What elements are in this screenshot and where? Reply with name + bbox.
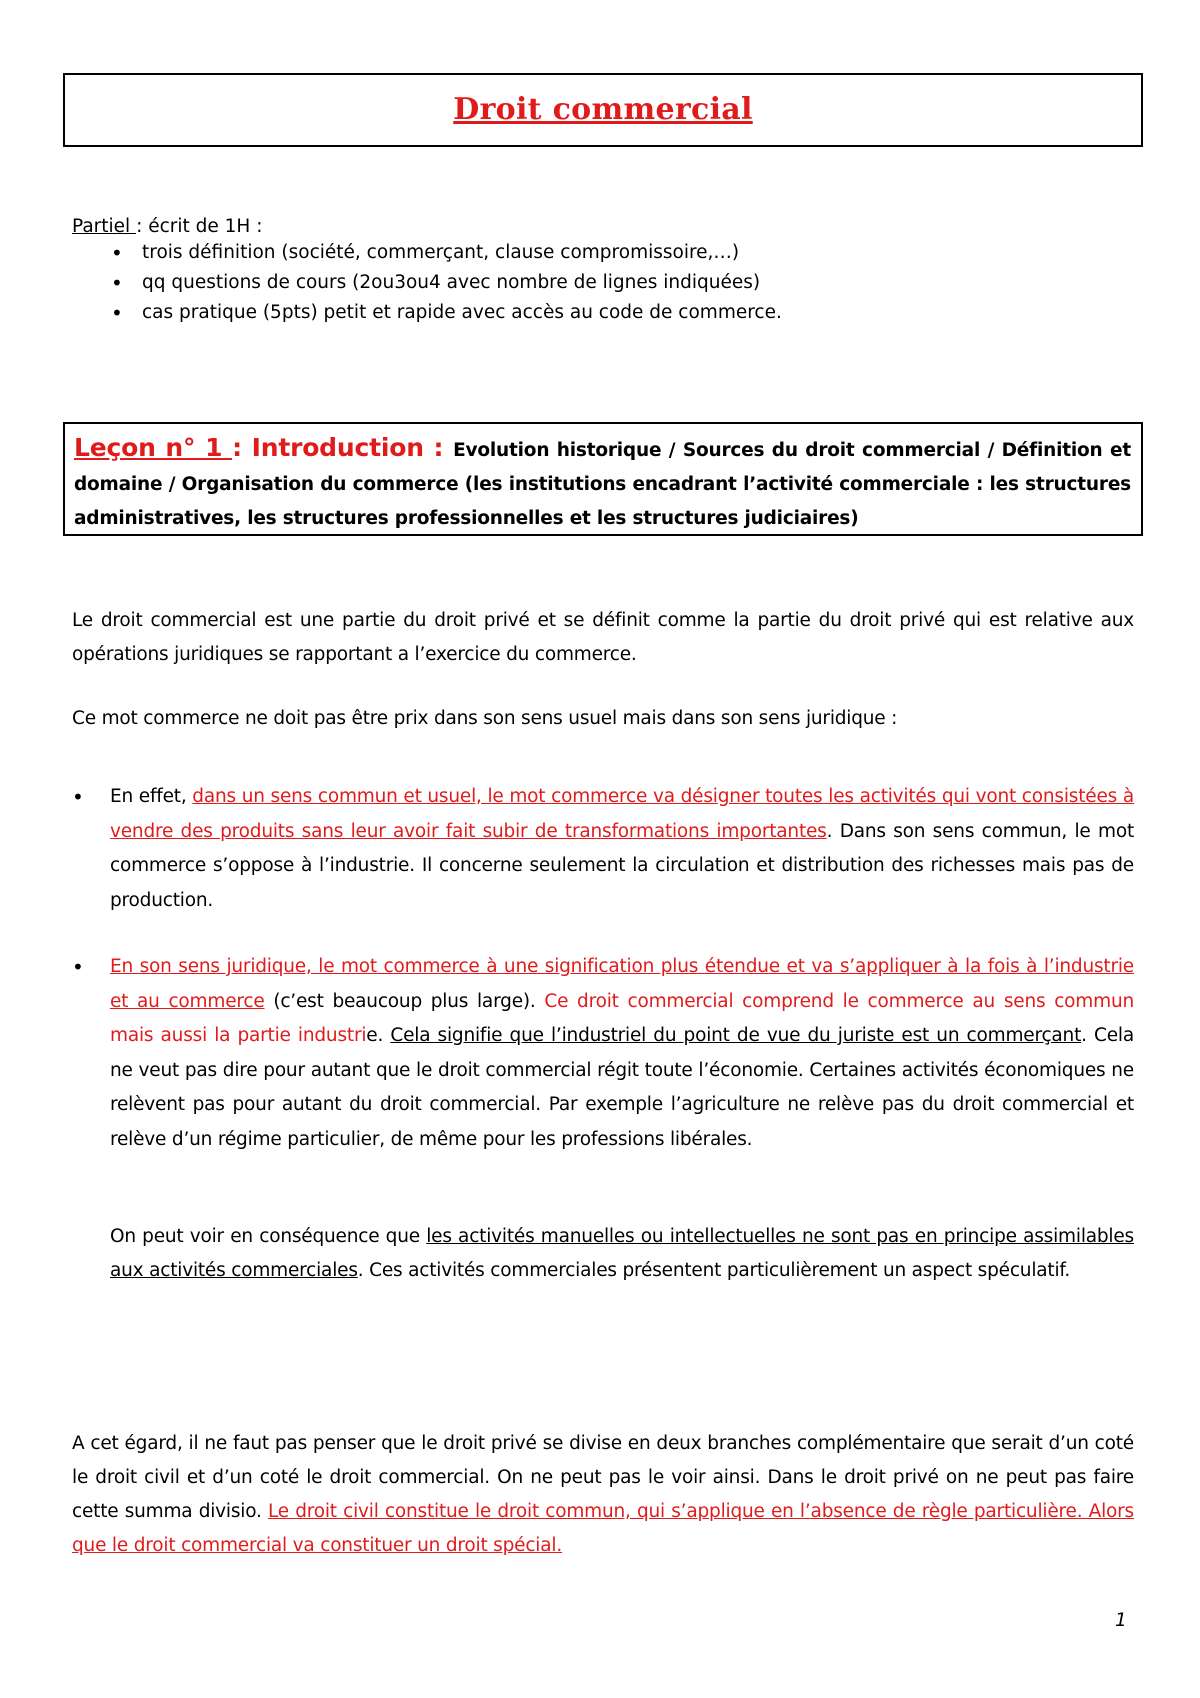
document-title: Droit commercial (453, 92, 753, 127)
consequence-underlined: les activités manuelles ou intellectuelles ne sont pas en principe assimilables aux activités commerciales (110, 1226, 1134, 1281)
final-highlight: Le droit civil constitue le droit commun, qui s’applique en l’absence de règle particulière. Alors que le droit commercial va constituer un droit spécial. (72, 1501, 1134, 1556)
bullet2-red-text: Ce droit commercial comprend le commerce au sens commun mais aussi la partie industri (110, 990, 1134, 1046)
final-text: A cet égard, il ne faut pas penser que le droit privé se divise en deux branches complémentaire que serait d’un coté le droit civil et d’un coté le droit commercial. On ne peut pas le voir ainsi. Dans le droit privé on ne peut pas faire cette summa divisio. (72, 1433, 1134, 1522)
bullet2-highlight: En son sens juridique, le mot commerce à une signification plus étendue et va s’appliquer à la fois à l’industrie et au commerce (110, 956, 1134, 1012)
bullet2-letter: e. (366, 1025, 391, 1046)
bullet-usual-sense (72, 780, 1134, 918)
list-item: • trois définition (société, commerçant, clause compromissoire,…) (72, 238, 1132, 268)
lesson-description: Evolution historique / Sources du droit commercial / Définition et domaine / Organisation du commerce (les institutions encadrant l’activité commerciale : les structures administratives, les structures professionnelles et les structures judiciaires) (74, 440, 1131, 529)
lesson-separator: : (232, 433, 252, 462)
exam-list (72, 238, 1132, 328)
paragraph-final (72, 1427, 1134, 1563)
consequence-rest: . Ces activités commerciales présentent particulièrement un aspect spéculatif. (357, 1260, 1071, 1281)
exam-intro: : écrit de 1H : (136, 216, 263, 237)
exam-label: Partiel (72, 216, 137, 237)
bullet2-aside: (c’est beaucoup plus large). (264, 990, 545, 1012)
bullet-dot-icon: • (72, 785, 84, 809)
consequence-lead: On peut voir en conséquence que (110, 1226, 427, 1247)
bullet2-underlined: Cela signifie que l’industriel du point de vue du juriste est un commerçant (390, 1025, 1082, 1046)
bullet-legal-sense (72, 950, 1134, 1157)
bullet2-rest: . Cela ne veut pas dire pour autant que le droit commercial régit toute l’économie. Certaines activités économiques ne relèvent pas pour autant du droit commercial. Par exemple l’agriculture ne relève pas du droit commercial et relève d’un régime particulier, de même pour les professions libérales. (110, 1025, 1134, 1150)
paragraph-commerce-meaning: Ce mot commerce ne doit pas être prix dans son sens usuel mais dans son sens juridique : (72, 708, 898, 729)
title-box (63, 73, 1143, 147)
bullet1-rest: . Dans son sens commun, le mot commerce s’oppose à l’industrie. Il concerne seulement la circulation et distribution des richesses mais pas de production. (110, 820, 1134, 911)
bullet1-lead: En effet, (110, 786, 193, 807)
lesson-heading: Introduction : (251, 433, 454, 462)
page-number: 1 (1115, 1610, 1127, 1631)
bullet-dot-icon: • (72, 955, 84, 979)
paragraph-definition: Le droit commercial est une partie du droit privé et se définit comme la partie du droit privé qui est relative aux opérations juridiques se rapportant a l’exercice du commerce. (72, 610, 1134, 665)
bullet1-highlight: dans un sens commun et usuel, le mot commerce va désigner toutes les activités qui vont consistées à vendre des produits sans leur avoir fait subir de transformations importantes (110, 786, 1134, 842)
lesson-box (63, 422, 1143, 536)
list-item: • cas pratique (5pts) petit et rapide avec accès au code de commerce. (72, 298, 1132, 328)
paragraph-consequence (110, 1220, 1134, 1288)
list-item: • qq questions de cours (2ou3ou4 avec nombre de lignes indiquées) (72, 268, 1132, 298)
lesson-number: Leçon n° 1 (74, 433, 233, 462)
